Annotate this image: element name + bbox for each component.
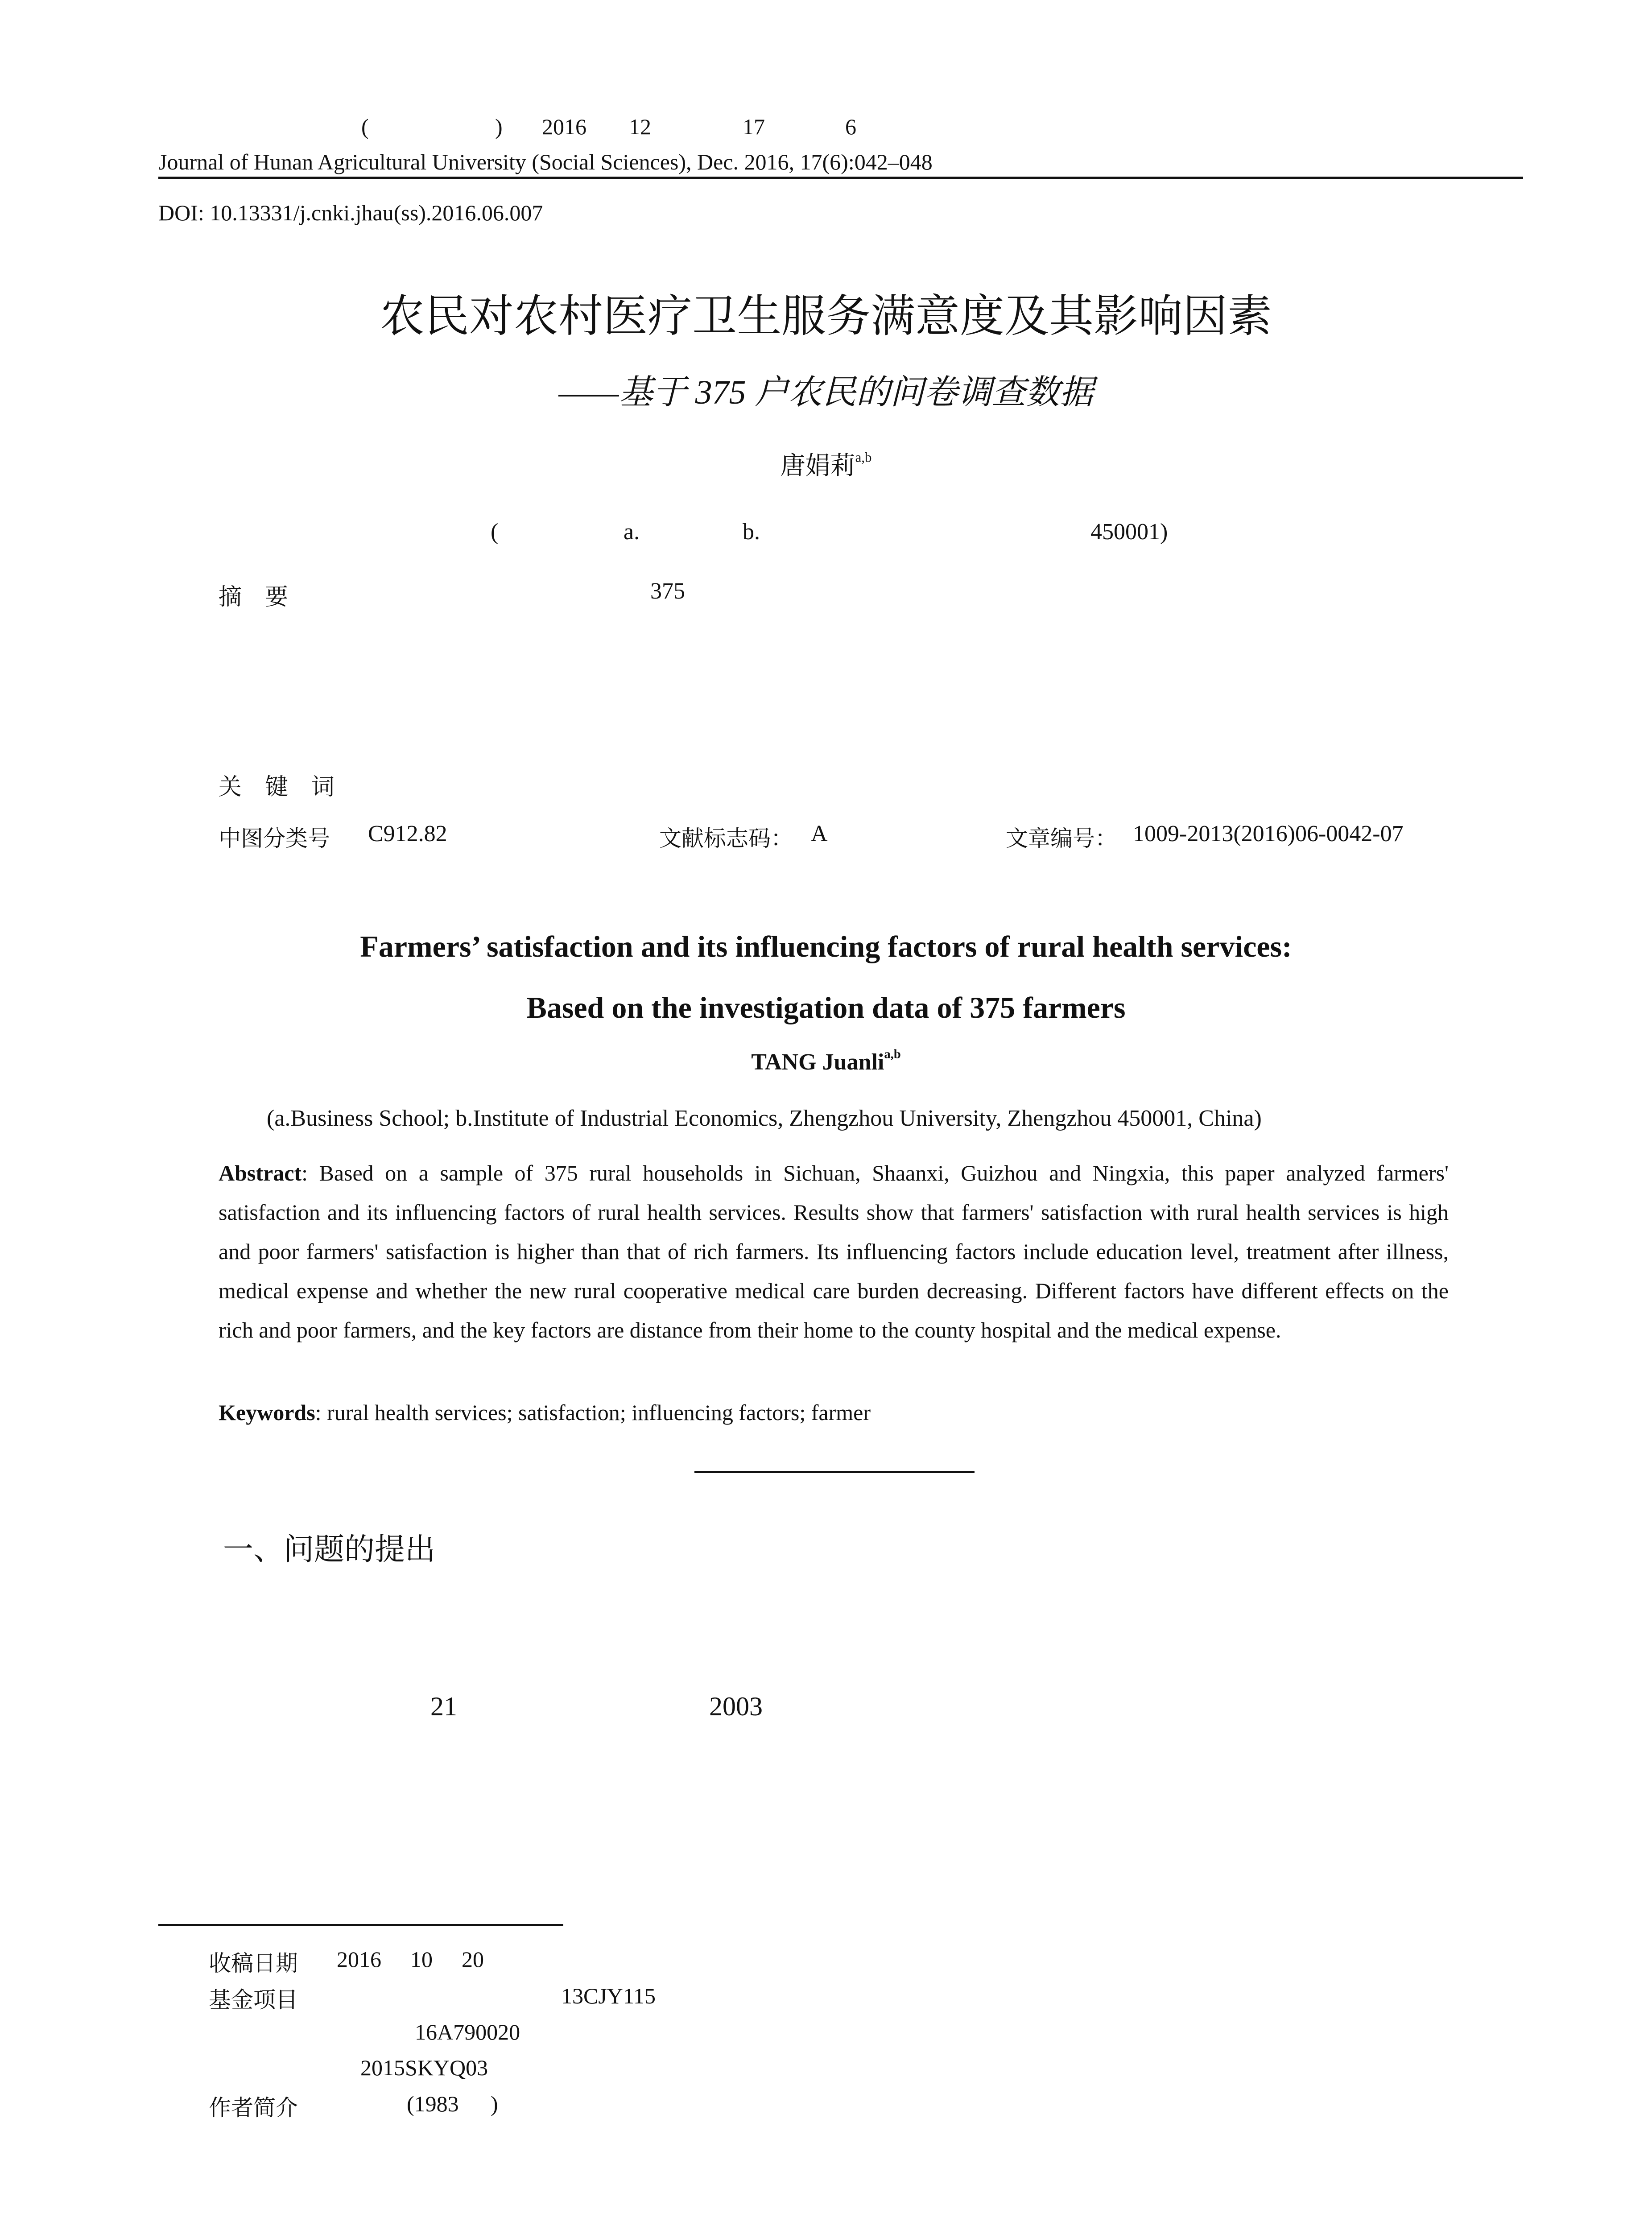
author-cn-sup: a,b [855,450,872,465]
abstract-cn-number: 375 [650,578,685,604]
affiliation-a: a. [624,519,640,545]
affiliation-b: b. [743,519,760,545]
footnote-rule [158,1924,563,1926]
author-cn-name: 唐娟莉 [780,451,855,480]
english-author-sup: a,b [884,1047,901,1061]
header-issue: 6 [845,114,856,139]
section-heading: 一、问题的提出 [223,1532,436,1567]
header-paren-close: ) [495,114,503,139]
article-number-label: 文章编号： [1006,826,1117,851]
doi: DOI: 10.13331/j.cnki.jhau(ss).2016.06.007 [158,200,543,225]
english-author-name: TANG Juanli [751,1049,884,1075]
author-cn [0,446,1652,482]
keywords-label: Keywords [219,1400,315,1425]
received-day: 20 [462,1947,484,1972]
doc-code-value: A [811,821,828,847]
fund-label: 基金项目 [209,1987,298,2013]
header-paren-open: ( [361,114,369,139]
english-author [0,1049,1652,1075]
section-number-21: 21 [430,1692,457,1721]
english-title-line1: Farmers’ satisfaction and its influencing factors of rural health services: [360,929,1292,963]
header-volume: 17 [743,114,765,139]
english-title-line2: Based on the investigation data of 375 farmers [526,991,1126,1024]
english-abstract [219,1153,1449,1350]
received-year: 2016 [337,1947,381,1972]
abstract-cn-label: 摘 要 [219,584,289,611]
author-bio-label: 作者简介 [209,2095,298,2121]
keywords-text: : rural health services; satisfaction; influencing factors; farmer [315,1400,871,1425]
author-birth-close: ) [491,2091,498,2116]
english-affiliation: (a.Business School; b.Institute of Industrial Economics, Zhengzhou University, Zhengzhou 450001, China) [267,1106,1262,1131]
english-keywords [219,1393,1449,1432]
affiliation-open: ( [491,519,499,545]
doc-code-label: 文献标志码： [659,826,793,851]
affiliation-zip: 450001) [1090,519,1168,545]
abstract-label: Abstract [219,1160,302,1185]
keywords-cn-label: 关 键 词 [219,774,335,801]
clc-value: C912.82 [368,821,447,847]
fund-2: 16A790020 [415,2019,520,2044]
received-label: 收稿日期 [209,1950,298,1976]
page-title: 农民对农村医疗卫生服务满意度及其影响因素 [380,290,1272,342]
journal-citation: Journal of Hunan Agricultural University (Social Sciences), Dec. 2016, 17(6):042–048 [158,149,933,174]
header-year: 2016 [542,114,586,139]
header-rule [158,177,1523,179]
received-month: 10 [410,1947,433,1972]
article-number-value: 1009-2013(2016)06-0042-07 [1133,821,1404,847]
page-subtitle: ——基于 375 户农民的问卷调查数据 [558,374,1094,411]
section-number-2003: 2003 [709,1692,763,1721]
fund-1: 13CJY115 [561,1983,656,2008]
fund-3: 2015SKYQ03 [360,2055,488,2080]
header-month: 12 [629,114,651,139]
author-birth-year: (1983 [407,2091,459,2116]
abstract-text: : Based on a sample of 375 rural households in Sichuan, Shaanxi, Guizhou and Ningxia, this paper analyzed farmers' satisfaction and its influencing factors of rural health services. Results show that farmers' satisfaction with rural health services is high and poor farmers' satisfaction is higher than that of rich farmers. Its influencing factors include education level, treatment after illness, medical expense and whether the new rural cooperative medical care burden decreasing. Different factors have different effects on the rich and poor farmers, and the key factors are distance from their home to the county hospital and the medical expense. [219,1160,1449,1342]
section-divider [694,1471,975,1473]
clc-label: 中图分类号 [219,826,330,851]
